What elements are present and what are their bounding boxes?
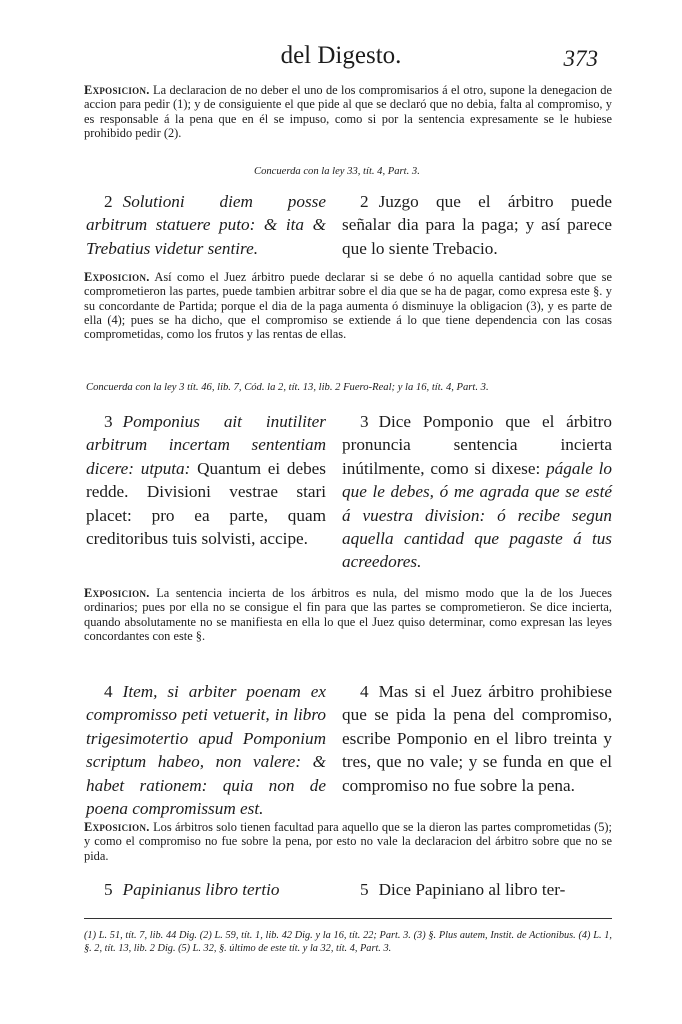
exposition-text: Así como el Juez árbitro puede declarar si se debe ó no aquella cantidad sobre que se comprometieron las partes, puede tambien arbitrar sobre el dia que se ha de pagar, como expresa este §. y su concordante de Partida; porque el dia de la paga aumenta ó disminuye la obligacion (3), y es parte de ella (4); pues se ha dicho, que el compromiso se extiende á lo que tiene dependencia con las cosas comprometidas, como los frutos y las rentas de ellas.: [84, 270, 612, 342]
exposition-label: Exposicion.: [84, 820, 150, 834]
exposition-3: [84, 586, 612, 643]
spanish-text: Dice Pomponio que el árbitro pronuncia sentencia incierta inútilmente, como si dixese:: [342, 412, 612, 478]
spanish-paragraph-5: [342, 878, 612, 901]
latin-text-upright: Quantum ei debes redde. Divisioni vestrae stari placet: pro ea parte, quam creditoribus tuis solvisti, accipe.: [86, 458, 326, 549]
paragraph-number: 3: [104, 412, 113, 431]
latin-paragraph-4: [86, 680, 326, 820]
exposition-4: [84, 820, 612, 863]
page-header: [0, 42, 682, 82]
paragraph-number: 5: [360, 880, 369, 899]
footnote-rule: [84, 918, 612, 919]
spanish-paragraph-2: [342, 190, 612, 260]
exposition-label: Exposicion.: [84, 270, 150, 284]
exposition-label: Exposicion.: [84, 586, 150, 600]
latin-paragraph-5: [86, 878, 326, 901]
latin-text: Papinianus libro tertio: [122, 880, 280, 899]
exposition-1: [84, 83, 612, 140]
latin-paragraph-2: [86, 190, 326, 260]
latin-paragraph-3: [86, 410, 326, 550]
spanish-text: Juzgo que el árbitro puede señalar dia para la paga; y así parece que lo siente Trebacio.: [342, 192, 612, 258]
footnotes: (1) L. 51, tít. 7, lib. 44 Dig. (2) L. 59, tít. 1, lib. 42 Dig. y la 16, tít. 22; Part. 3. (3) §. Plus autem, Instit. de Actionibus. (4) L. 1, §. 2, tít. 13, lib. 2 Dig. (5) L. 32, §. último de este tít. y la 32, tít. 4, Part. 3.: [84, 930, 612, 954]
exposition-text: La declaracion de no deber el uno de los compromisarios á el otro, supone la denegacion de accion para pedir (1); y de consiguiente el que pide al que se declaró que no debia, falta al compromiso, y es responsable á la pena que en él se impuso, como si por la sentencia expresamente se le hubiese prohibido pedir (2).: [84, 83, 612, 140]
paragraph-number: 4: [104, 682, 113, 701]
exposition-2: [84, 270, 612, 341]
concordance-2: Concuerda con la ley 3 tít. 46, lib. 7, Cód. la 2, tít. 13, lib. 2 Fuero-Real; y la 16, tít. 4, Part. 3.: [86, 382, 489, 393]
page-number: 373: [563, 46, 598, 71]
spanish-paragraph-4: [342, 680, 612, 797]
paragraph-number: 4: [360, 682, 369, 701]
latin-text: Pomponius ait inutiliter arbitrum incertam sententiam dicere: utputa:: [86, 412, 326, 478]
exposition-text: Los árbitros solo tienen facultad para aquello que se la dieron las partes comprometidas (5); y como el compromiso no fue sobre la pena, por esto no vale la declaracion del árbitro sobre que no se pida.: [84, 820, 612, 863]
spanish-text: Mas si el Juez árbitro prohibiese que se pida la pena del compromiso, escribe Pomponio en el libro treinta y tres, que no vale; y se funda en que el compromiso no fue sobre la pena.: [342, 682, 612, 795]
concordance-1: Concuerda con la ley 33, tít. 4, Part. 3.: [254, 166, 420, 177]
spanish-text: Dice Papiniano al libro ter-: [378, 880, 566, 899]
spanish-paragraph-3: [342, 410, 612, 574]
latin-text: Solutioni diem posse arbitrum statuere puto: & ita & Trebatius videtur sentire.: [86, 192, 326, 258]
latin-text: Item, si arbiter poenam ex compromisso peti vetuerit, in libro trigesimotertio apud Pomponium scriptum habeo, non valere: & habet rationem: quia non de poena compromissum est.: [86, 682, 326, 819]
paragraph-number: 3: [360, 412, 369, 431]
paragraph-number: 2: [104, 192, 113, 211]
paragraph-number: 5: [104, 880, 113, 899]
running-title: del Digesto.: [280, 42, 402, 69]
paragraph-number: 2: [360, 192, 369, 211]
exposition-text: La sentencia incierta de los árbitros es nula, del mismo modo que la de los Jueces ordinarios; pues por ella no se consigue el fin para que las partes se comprometieron. Se dice incierta, quando absolutamente no se manifiesta en ella lo que el Juez quiso determinar, como expresan las leyes concordantes con este §.: [84, 586, 612, 643]
spanish-text-italic: págale lo que le debes, ó me agrada que se esté á vuestra division: ó recibe segun aquella cantidad que pagaste á tus acreedores.: [342, 458, 613, 572]
exposition-label: Exposicion.: [84, 83, 150, 97]
